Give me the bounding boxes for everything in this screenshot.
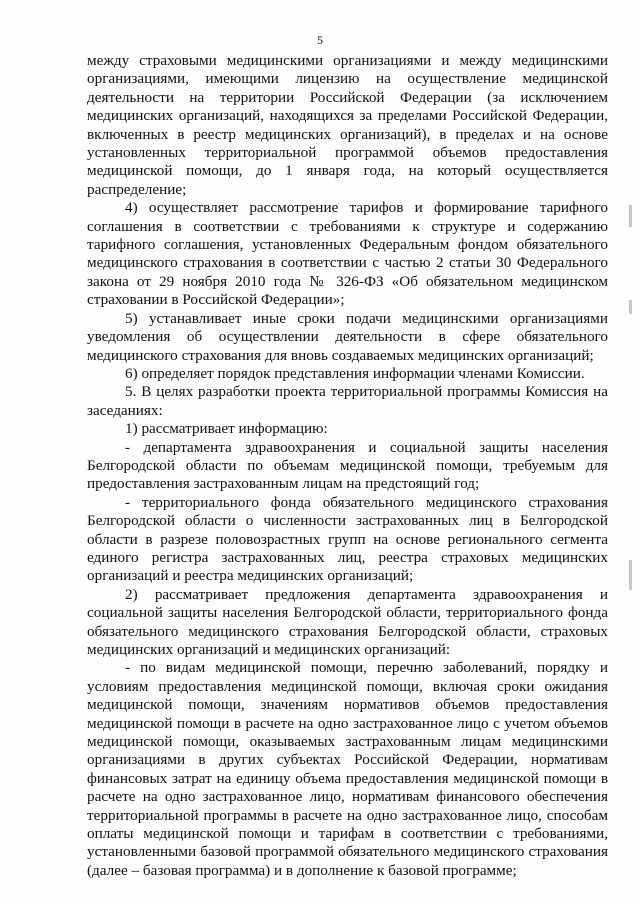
paragraph-subitem-1: 1) рассматривает информацию:: [125, 420, 328, 438]
scan-edge-mark: [629, 205, 632, 227]
paragraph-subitem-2: 2) рассматривает предложения департамента здравоохранения и социальной защиты населения Белгородской области, территориального фонда обязательного медицинского страхования Белгородской области, страховых медицинских организаций и медицинских организаций:: [87, 585, 608, 658]
paragraph-bullet-department: - департамента здравоохранения и социальной защиты населения Белгородской области по объемам медицинской помощи, требуемым для предоставления застрахованным лицам на предстоящий год;: [87, 438, 608, 493]
paragraph-item-4: 4) осуществляет рассмотрение тарифов и формирование тарифного соглашения в соответствии с требованиями к структуре и содержанию тарифного соглашения, установленных Федеральным фондом обязательного медицинского страхования в соответствии с частью 2 статьи 30 Федерального закона от 29 ноября 2010 года № 326-ФЗ «Об обязательном медицинском страховании в Российской Федерации»;: [87, 199, 608, 309]
paragraph-continuation: между страховыми медицинскими организациями и между медицинскими организациями, имеющими лицензию на осуществление медицинской деятельности на территории Российской Федерации (за исключением медицинских организаций, находящихся за пределами Российской Федерации, включенных в реестр медицинских организаций), в пределах и на основе установленных территориальной программой объемов предоставления медицинской помощи, до 1 января года, на который осуществляется распределение;: [87, 52, 608, 198]
document-body: [87, 52, 608, 880]
scan-edge-mark: [629, 560, 632, 590]
scan-edge-mark: [629, 300, 632, 314]
paragraph-item-6: 6) определяет порядок представления информации членами Комиссии.: [125, 364, 585, 382]
page-number: 5: [317, 33, 323, 47]
paragraph-bullet-types: - по видам медицинской помощи, перечню заболеваний, порядку и условиям предоставления медицинской помощи, включая сроки ожидания медицинской помощи, значениям нормативов объемов предоставления медицинской помощи в расчете на одно застрахованное лицо с учетом объемов медицинской помощи, оказываемых застрахованным лицам медицинскими организациями в других субъектах Российской Федерации, нормативам финансовых затрат на единицу объема предоставления медицинской помощи в расчете на одно застрахованное лицо, нормативам финансового обеспечения территориальной программы в расчете на одно застрахованное лицо, способам оплаты медицинской помощи и тарифам в соответствии с требованиями, установленными базовой программой обязательного медицинского страхования (далее – базовая программа) и в дополнение к базовой программе;: [87, 659, 608, 879]
paragraph-item-5: 5) устанавливает иные сроки подачи медицинскими организациями уведомления об осуществлении деятельности в сфере обязательного медицинского страхования для вновь создаваемых медицинских организаций;: [87, 309, 608, 364]
paragraph-section-5: 5. В целях разработки проекта территориальной программы Комиссия на заседаниях:: [87, 383, 608, 419]
paragraph-bullet-fund: - территориального фонда обязательного медицинского страхования Белгородской области о численности застрахованных лиц в Белгородской области в разрезе половозрастных групп на основе регионального сегмента единого регистра застрахованных лиц, реестра страховых медицинских организаций и реестра медицинских организаций;: [87, 493, 608, 585]
